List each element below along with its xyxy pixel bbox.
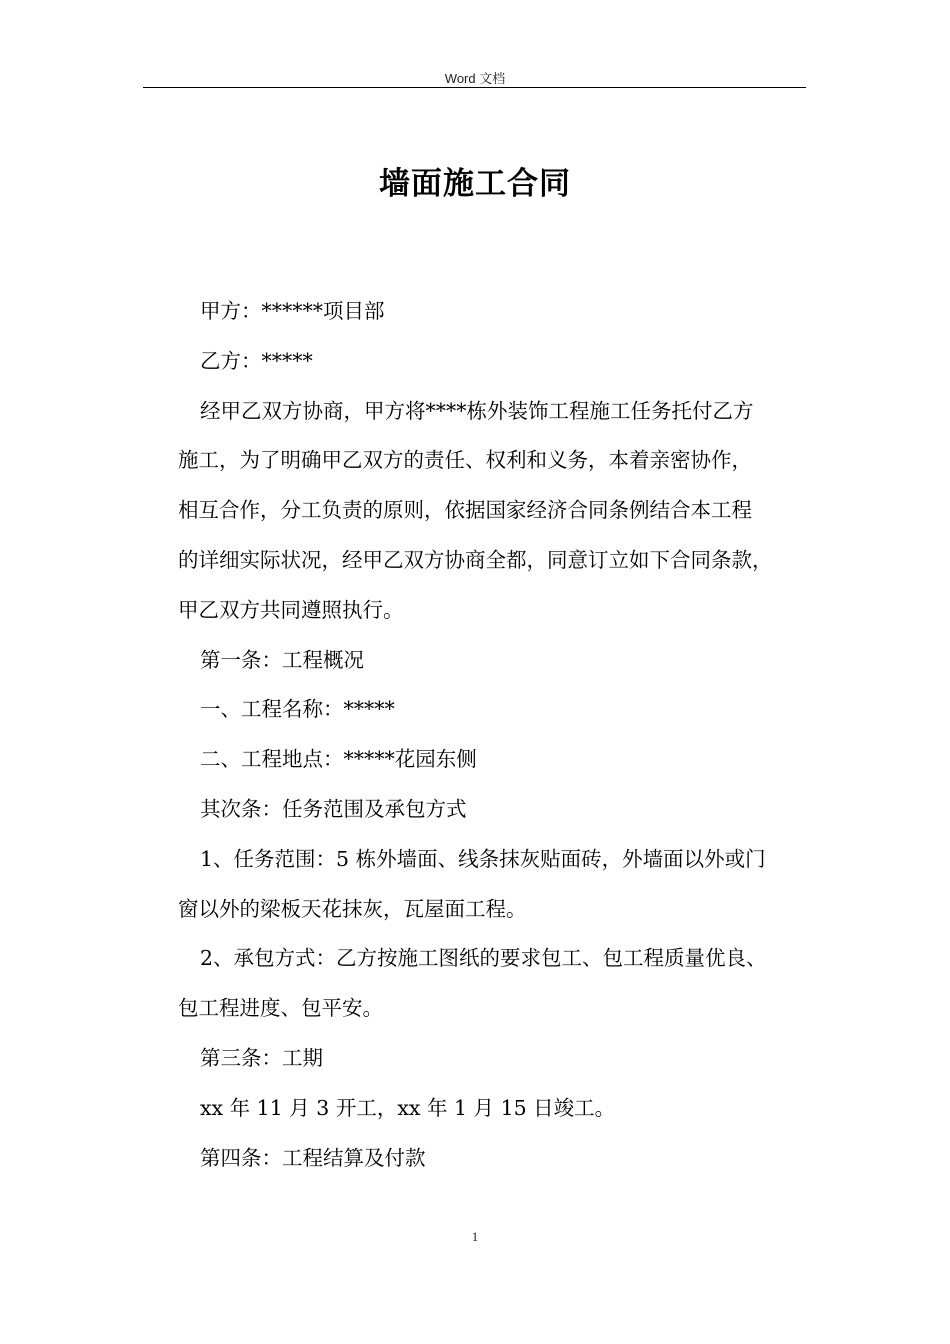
- text-line: 其次条：任务范围及承包方式: [200, 796, 467, 821]
- paragraph-schedule: [178, 1084, 808, 1134]
- document-body: [178, 287, 808, 1183]
- page-number: 1: [471, 1229, 479, 1244]
- header-rule: [143, 87, 806, 88]
- text-line: 经甲乙双方协商，甲方将****栋外装饰工程施工任务托付乙方: [200, 398, 754, 423]
- paragraph-article-1: [178, 636, 808, 686]
- paragraph-article-2: [178, 785, 808, 835]
- text-line: 二、工程地点：*****花园东侧: [200, 747, 477, 772]
- paragraph-project-name: [178, 685, 808, 735]
- text-line: 第四条：工程结算及付款: [200, 1145, 426, 1170]
- text-line: 甲乙双方共同遵照执行。: [178, 597, 404, 622]
- text-line: 2、承包方式：乙方按施工图纸的要求包工、包工程质量优良、: [200, 946, 767, 971]
- paragraph-project-location: [178, 735, 808, 785]
- paragraph-party-a: [178, 287, 808, 337]
- text-line: 施工，为了明确甲乙双方的责任、权利和义务，本着亲密协作，: [178, 448, 752, 473]
- paragraph-contract-method: [178, 934, 808, 1034]
- text-line: 第一条：工程概况: [200, 647, 364, 672]
- paragraph-article-3: [178, 1034, 808, 1084]
- text-line: 相互合作，分工负责的原则，依据国家经济合同条例结合本工程: [178, 498, 752, 523]
- text-line: 甲方：******项目部: [200, 299, 385, 323]
- text-line: 乙方：*****: [200, 348, 313, 373]
- text-line: 窗以外的梁板天花抹灰，瓦屋面工程。: [178, 896, 527, 921]
- page-header: Word 文档: [444, 71, 506, 86]
- text-line: 第三条：工期: [200, 1045, 323, 1070]
- text-line: 1、任务范围：5 栋外墙面、线条抹灰贴面砖，外墙面以外或门: [200, 846, 766, 871]
- text-line: xx 年 11 月 3 开工，xx 年 1 月 15 日竣工。: [200, 1095, 616, 1120]
- paragraph-preamble: [178, 387, 808, 636]
- paragraph-party-b: [178, 337, 808, 387]
- paragraph-article-4: [178, 1134, 808, 1184]
- document-title: 墙面施工合同: [379, 166, 571, 202]
- text-line: 包工程进度、包平安。: [178, 996, 383, 1021]
- text-line: 一、工程名称：*****: [200, 697, 395, 722]
- text-line: 的详细实际状况，经甲乙双方协商全都，同意订立如下合同条款，: [178, 547, 773, 572]
- paragraph-scope: [178, 835, 808, 935]
